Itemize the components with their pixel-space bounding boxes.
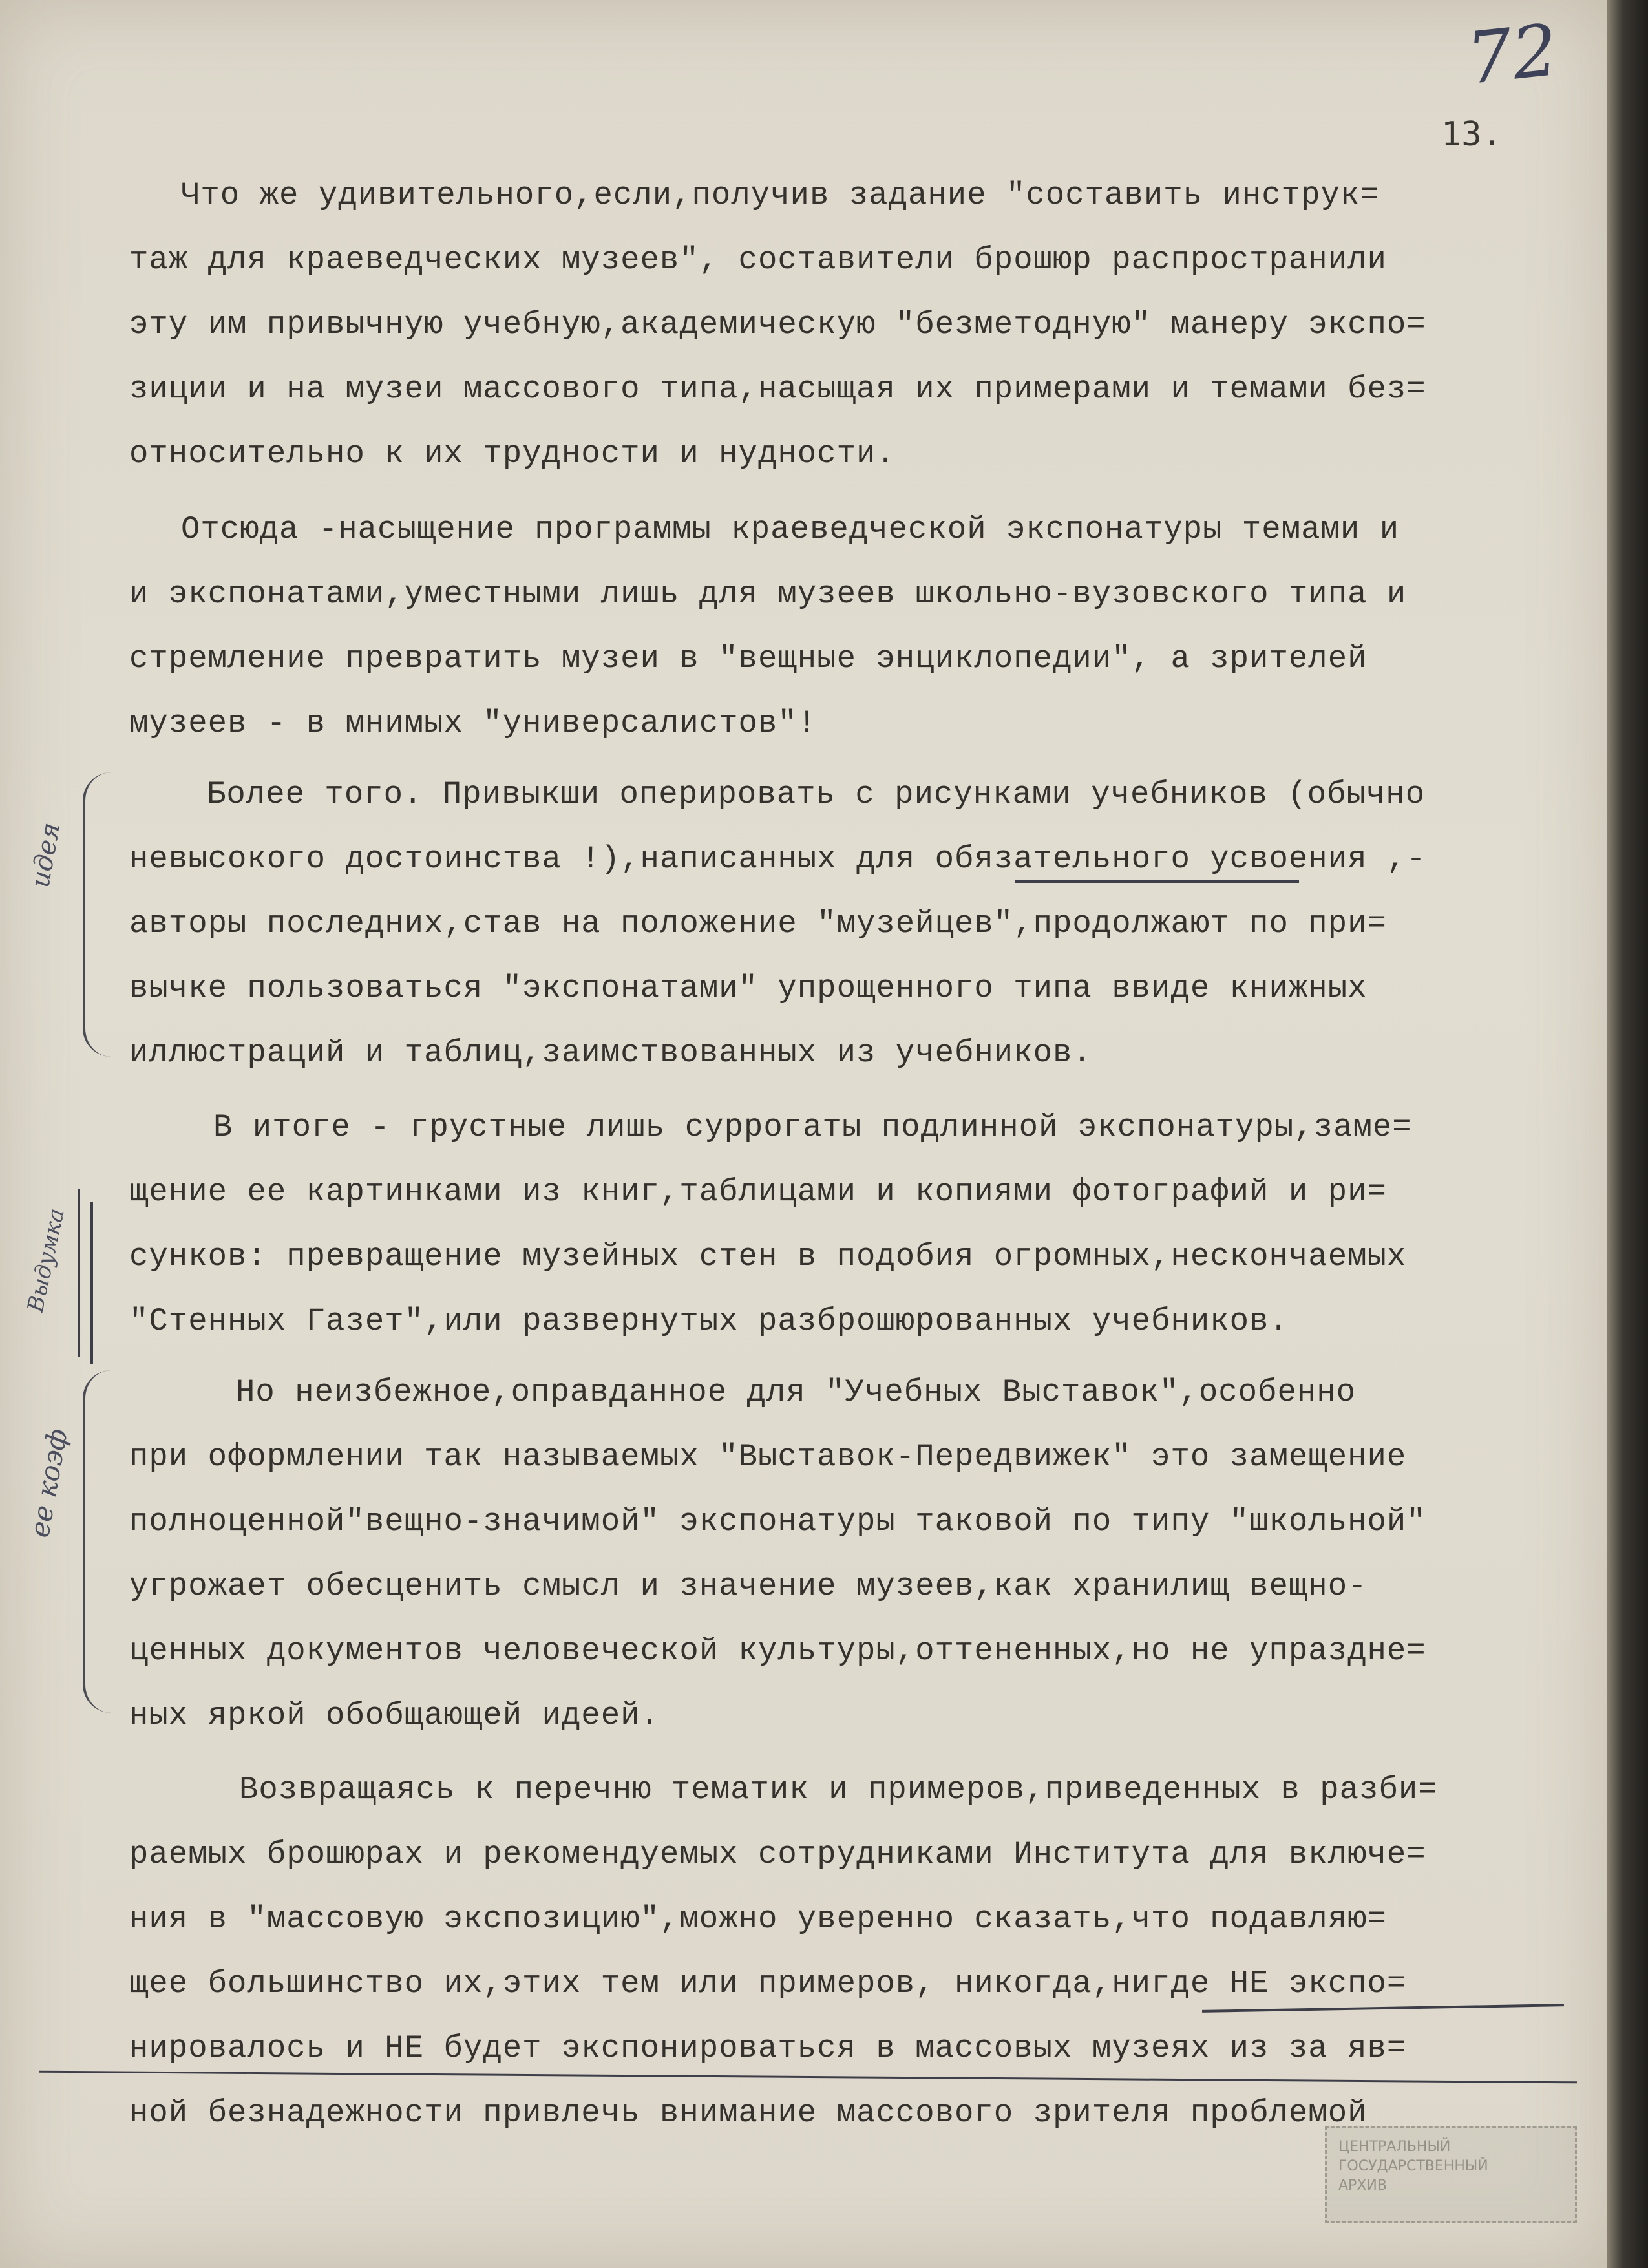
archive-stamp <box>1325 2126 1577 2223</box>
handwritten-underline <box>39 2071 1577 2084</box>
text-line: эту им привычную учебную,академическую "безметодную" манеру экспо= <box>129 306 1426 343</box>
text-line: ных яркой обобщающей идеей. <box>129 1697 660 1733</box>
text-line: Возвращаясь к перечню тематик и примеров,приведенных в разби= <box>239 1772 1438 1808</box>
stamp-line: АРХИВ <box>1338 2178 1387 2194</box>
text-line: ной безнадежности привлечь внимание массового зрителя проблемой <box>129 2095 1368 2131</box>
margin-bracket <box>83 772 111 1057</box>
text-line: Более того. Привыкши оперировать с рисунками учебников (обычно <box>207 776 1426 812</box>
text-line: при оформлении так называемых "Выставок-Передвижек" это замещение <box>129 1439 1407 1475</box>
text-line: ния в "массовую экспозицию",можно уверенно сказать,что подавляю= <box>129 1901 1387 1937</box>
text-line: полноценной"вещно-значимой" экспонатуры таковой по типу "школьной" <box>129 1503 1426 1540</box>
margin-bar <box>78 1189 80 1357</box>
text-line: и экспонатами,уместными лишь для музеев школьно-вузовского типа и <box>129 576 1407 612</box>
stamp-line: ГОСУДАРСТВЕННЫЙ <box>1338 2158 1488 2174</box>
text-line: таж для краеведческих музеев", составители брошюр распространили <box>129 242 1387 278</box>
text-line: сунков: превращение музейных стен в подобия огромных,нескончаемых <box>129 1238 1407 1275</box>
text-line: щее большинство их,этих тем или примеров, никогда,нигде НЕ экспо= <box>129 1966 1407 2002</box>
margin-note: идея <box>25 820 67 890</box>
archive-folio-number: 72 <box>1463 8 1562 100</box>
text-line: стремление превратить музеи в "вещные энциклопедии", а зрителей <box>129 641 1368 677</box>
handwritten-underline <box>1015 880 1299 883</box>
stamp-line: ЦЕНТРАЛЬНЫЙ <box>1338 2139 1451 2155</box>
text-line: Но неизбежное,оправданное для "Учебных Выставок",особенно <box>236 1374 1357 1410</box>
text-line: зиции и на музеи массового типа,насыщая их примерами и темами без= <box>129 371 1426 407</box>
text-line: невысокого достоинства !),написанных для обязательного усвоения ,- <box>129 841 1426 877</box>
text-line: иллюстраций и таблиц,заимствованных из учебников. <box>129 1035 1092 1071</box>
text-line: относительно к их трудности и нудности. <box>129 436 896 472</box>
dark-background-edge <box>1607 0 1648 2268</box>
text-line: Что же удивительного,если,получив задание "составить инструк= <box>181 177 1380 213</box>
text-line: нировалось и НЕ будет экспонироваться в массовых музеях из за яв= <box>129 2030 1407 2066</box>
handwritten-underline <box>1202 2004 1564 2013</box>
text-line: "Стенных Газет",или развернутых разброшюрованных учебников. <box>129 1303 1289 1339</box>
margin-note: ее коэф <box>23 1426 74 1540</box>
margin-bracket <box>83 1370 111 1713</box>
margin-bar <box>90 1202 93 1364</box>
page-number: 13. <box>1441 115 1502 154</box>
text-line: вычке пользоваться "экспонатами" упрощенного типа ввиде книжных <box>129 970 1368 1006</box>
text-line: ценных документов человеческой культуры,оттененных,но не упраздне= <box>129 1633 1426 1669</box>
text-line: авторы последних,став на положение "музейцев",продолжают по при= <box>129 906 1387 942</box>
text-line: В итоге - грустные лишь суррогаты подлинной экспонатуры,заме= <box>213 1109 1412 1145</box>
text-line: Отсюда -насыщение программы краеведческой экспонатуры темами и <box>181 511 1400 547</box>
margin-note: Выдумка <box>22 1206 70 1315</box>
text-line: угрожает обесценить смысл и значение музеев,как хранилищ вещно- <box>129 1568 1368 1604</box>
text-line: щение ее картинками из книг,таблицами и копиями фотографий и ри= <box>129 1174 1387 1210</box>
text-line: музеев - в мнимых "универсалистов"! <box>129 705 818 741</box>
text-line: раемых брошюрах и рекомендуемых сотрудниками Института для включе= <box>129 1836 1426 1872</box>
